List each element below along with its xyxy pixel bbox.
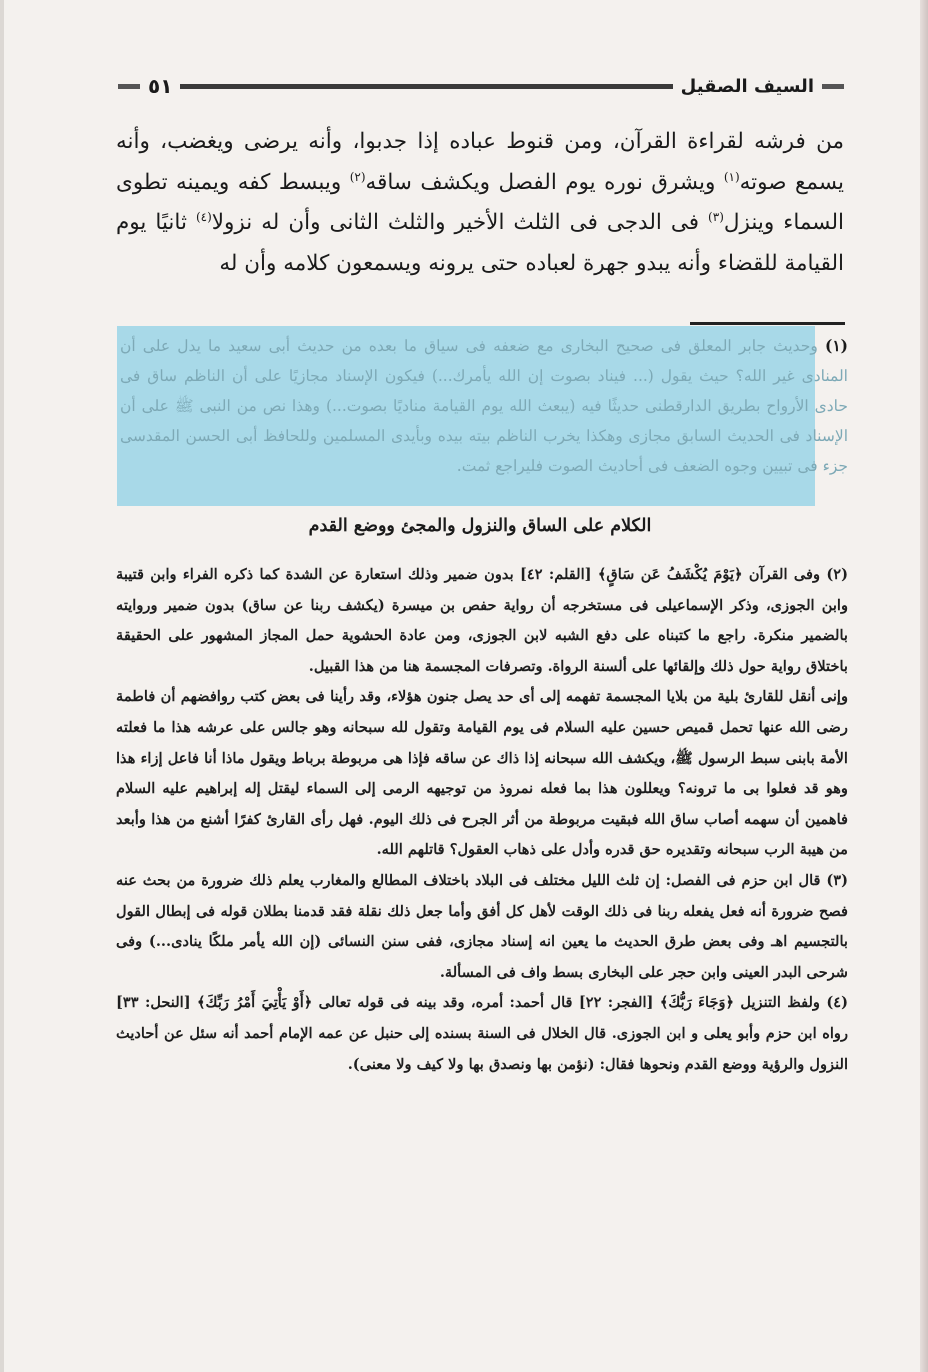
running-header (118, 72, 844, 100)
footnote-ref-4[interactable]: (٤) (195, 209, 212, 224)
footnote-ref-1[interactable]: (١) (723, 169, 740, 184)
text-run: ويشرق نوره يوم الفصل ويكشف ساقه (365, 169, 724, 195)
text-run: ثانيًا يوم القيامة للقضاء وأنه يبدو جهرة لعباده حتى يرونه ويسمعون كلامه وأن له (116, 210, 844, 276)
header-dash-right (822, 84, 844, 89)
text-run: فى الدجى فى الثلث الأخير والثلث الثانى وأن له نزولا (211, 210, 709, 235)
footnote-divider (690, 322, 845, 325)
footnote-1[interactable] (120, 331, 848, 481)
section-heading: الكلام على الساق والنزول والمجئ ووضع القدم (308, 516, 652, 536)
header-rule (180, 84, 672, 89)
footnote-1-number: (١) (825, 336, 849, 355)
main-text (116, 122, 844, 284)
footnote-2-continued: وإنى أنقل للقارئ بلية من بلايا المجسمة تفهمه إلى أى حد يصل جنون هؤلاء، وقد رأينا فى بعض كتب روافضهم أن فاطمة رضى الله عنها تحمل قميص حسين عليه السلام فى يوم القيامة وتقول لله سبحانه وهو جالس على عرشه هذا ما فعلته الأمة بابنى سبط الرسول ﷺ، ويكشف الله سبحانه إذا ذاك عن ساقه فإذا هى مربوطة برباط ويقول ماذا أنا فاعل إزاء هذا وهو قد فعلوا بى ما ترونه؟ ويعللون هذا بما فعله نمروذ من توجيهه الرمى إلى السماء ليقتل إله إبراهيم عليه السلام فاهمين أن سهمه أصاب ساق الله فبقيت مربوطة من أثر الجرح فى ذلك اليوم. فهل رأى القارئ كفرًا أشنع من هذا وأبعد من هيبة الرب سبحانه وتقديره حق قدره وأدل على ذهاب العقول؟ قاتلهم الله. (116, 688, 848, 859)
footnote-2: (٢) وفى القرآن ﴿يَوْمَ يُكْشَفُ عَن سَاقٍ﴾ [القلم: ٤٢] بدون ضمير وذلك استعارة عن الشدة كما ذكره الفراء وابن قتيبة وابن الجوزى، وذكر الإسماعيلى فى مستخرجه أن رواية حفص بن ميسرة (يكشف ربنا عن ساق) بدون ضمير وروايته بالضمير منكرة. راجع ما كتبناه على دفع الشبه لابن الجوزى، ومن عادة الحشوية حمل المجاز المشهور على الحقيقة باختلاق رواية حول ذلك وإلقائها على ألسنة الرواة. وتصرفات المجسمة هنا من هذا القبيل. (116, 566, 848, 675)
footnote-4: (٤) ولفظ التنزيل ﴿وَجَاءَ رَبُّكَ﴾ [الفجر: ٢٢] قال أحمد: أمره، وقد بينه فى قوله تعالى ﴿أَوْ يَأْتِيَ أَمْرُ رَبِّكَ﴾ [النحل: ٣٣] رواه ابن حزم وأبو يعلى و ابن الجوزى. قال الخلال فى السنة بسنده إلى حنبل عن عمه الإمام أحمد أنه سئل عن أحاديث النزول والرؤية ووضع القدم ونحوها فقال: (نؤمن بها ونصدق بها ولا كيف ولا معنى). (116, 994, 848, 1073)
footnote-1-text: وحديث جابر المعلق فى صحيح البخارى مع ضعفه فى سياق ما بعده من حديث أبى سعيد ما يدل على أن المنادى غير الله؟ حيث يقول (... فيناد بصوت إن الله يأمرك...) فيكون الإسناد مجازيًا على أن الناظم ساق فى حادى الأرواح بطريق الدارقطنى حديثًا فيه (يبعث الله يوم القيامة مناديًا بصوت...) وهذا نص من النبى ﷺ على أن الإسناد فى الحديث السابق مجازى وهكذا يخرب الناظم بيته بيده وبأيدى المسلمين وللحافظ أبى الحسن المقدسى جزء فى تبيين وجوه الضعف فى أحاديث الصوت فليراجع ثمت. (120, 337, 848, 475)
page-edge-right (920, 0, 928, 1372)
header-dash-left (118, 84, 140, 89)
footnotes-continued (116, 560, 848, 1080)
page-number: ٥١ (148, 74, 173, 98)
footnote-ref-3[interactable]: (٣) (708, 209, 724, 224)
text-run: ويبسط كفه ويمينه تطوى السماء وينزل (116, 169, 844, 235)
footnote-3: (٣) قال ابن حزم فى الفصل: إن ثلث الليل مختلف فى البلاد باختلاف المطالع والمغارب يعلم ذلك ضرورة من بحث عنه فصح ضرورة أنه فعل يفعله ربنا فى ذلك الوقت لأهل كل أفق وأما جعل ذلك نقلة فقد قدمنا بطلان قوله فى إبطال القول بالتجسيم اهـ وفى بعض طرق الحديث ما يعين انه إسناد مجازى، ففى سنن النسائى (إن الله يأمر ملكًا ينادى...) وفى شرحى البدر العينى وابن حجر على البخارى بسط واف فى المسألة. (116, 871, 848, 981)
book-title: السيف الصقيل (680, 75, 814, 97)
main-paragraph (116, 122, 844, 284)
text-run: من فرشه لقراءة القرآن، ومن قنوط عباده إذا جدبوا، وأنه يرضى ويغضب، وأنه يسمع صوته (116, 129, 844, 195)
footnote-ref-2[interactable]: (٢) (349, 169, 366, 184)
page-edge-left (0, 0, 4, 1372)
